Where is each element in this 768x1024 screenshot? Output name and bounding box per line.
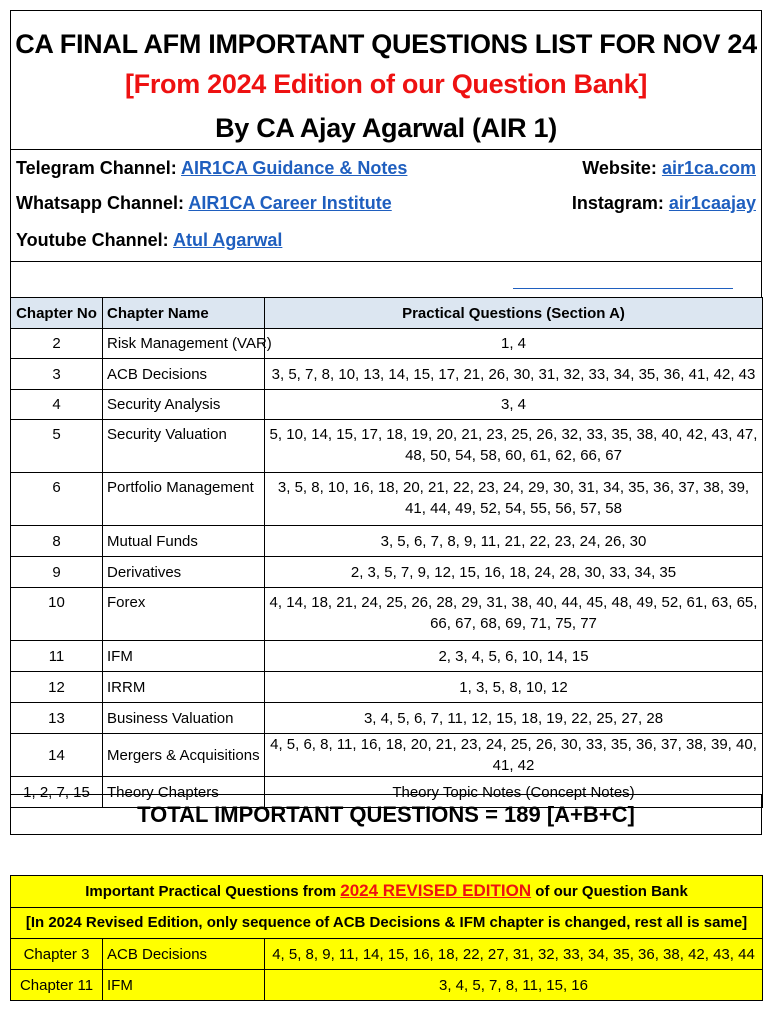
revised-note-row xyxy=(11,908,763,939)
chapter-name-cell: Business Valuation xyxy=(103,703,265,734)
instagram-label: Instagram: xyxy=(571,193,664,213)
chapter-name-cell: IFM xyxy=(103,641,265,672)
questions-cell: 3, 4 xyxy=(265,390,763,420)
chapter-no-cell: 12 xyxy=(11,672,103,703)
blank-underline xyxy=(513,288,733,289)
revised-chapter-name-cell: ACB Decisions xyxy=(103,939,265,970)
table-row xyxy=(11,588,763,641)
revised-edition-highlight: 2024 REVISED EDITION xyxy=(340,881,532,900)
total-box xyxy=(10,794,762,835)
revised-chapter-no-cell: Chapter 11 xyxy=(11,970,103,1001)
table-row xyxy=(11,359,763,390)
revised-questions-cell: 3, 4, 5, 7, 8, 11, 15, 16 xyxy=(265,970,763,1001)
questions-cell: 3, 5, 7, 8, 10, 13, 14, 15, 17, 21, 26, 30, 31, 32, 33, 34, 35, 36, 41, 42, 43 xyxy=(265,359,763,390)
chapter-no-cell: 4 xyxy=(11,390,103,420)
website-link[interactable]: air1ca.com xyxy=(661,158,756,178)
chapter-name-cell: Security Valuation xyxy=(103,420,265,473)
table-row xyxy=(11,526,763,557)
chapter-name-cell: ACB Decisions xyxy=(103,359,265,390)
chapter-no-cell: 11 xyxy=(11,641,103,672)
questions-cell: 3, 5, 6, 7, 8, 9, 11, 21, 22, 23, 24, 26, 30 xyxy=(265,526,763,557)
chapter-no-cell: 8 xyxy=(11,526,103,557)
revised-table xyxy=(10,875,763,1001)
revised-chapter-name-cell: IFM xyxy=(103,970,265,1001)
table-row xyxy=(11,734,763,777)
questions-cell: 2, 3, 4, 5, 6, 10, 14, 15 xyxy=(265,641,763,672)
youtube-link[interactable]: Atul Agarwal xyxy=(173,230,283,250)
total-questions: TOTAL IMPORTANT QUESTIONS = 189 [A+B+C] xyxy=(137,802,635,827)
chapter-no-cell: 2 xyxy=(11,329,103,359)
table-row xyxy=(11,473,763,526)
chapter-name-cell: Derivatives xyxy=(103,557,265,588)
revised-note: [In 2024 Revised Edition, only sequence of ACB Decisions & IFM chapter is changed, rest all is same] xyxy=(11,908,763,939)
revised-heading xyxy=(11,876,763,908)
questions-cell: 4, 5, 6, 8, 11, 16, 18, 20, 21, 23, 24, 25, 26, 30, 33, 35, 36, 37, 38, 39, 40, 41, 42 xyxy=(265,734,763,777)
chapter-no-cell: 6 xyxy=(11,473,103,526)
blank-row xyxy=(10,261,762,298)
revised-chapter-no-cell: Chapter 3 xyxy=(11,939,103,970)
col-header-chapter-name: Chapter Name xyxy=(103,298,265,329)
page-title: CA FINAL AFM IMPORTANT QUESTIONS LIST FOR NOV 24 xyxy=(15,29,757,59)
table-row xyxy=(11,390,763,420)
revised-row xyxy=(11,970,763,1001)
questions-table xyxy=(10,297,763,808)
chapter-no-cell: 10 xyxy=(11,588,103,641)
channels-box xyxy=(10,149,762,262)
table-row xyxy=(11,672,763,703)
chapter-no-cell: 14 xyxy=(11,734,103,777)
chapter-name-cell: Theory Chapters xyxy=(103,777,265,808)
chapter-no-cell: 13 xyxy=(11,703,103,734)
channel-row-youtube xyxy=(16,230,756,254)
whatsapp-link[interactable]: AIR1CA Career Institute xyxy=(188,193,392,213)
questions-cell: 5, 10, 14, 15, 17, 18, 19, 20, 21, 23, 25, 26, 32, 33, 35, 38, 40, 42, 43, 47, 48, 50, 54, 58, 60, 61, 62, 66, 67 xyxy=(265,420,763,473)
chapter-no-cell: 5 xyxy=(11,420,103,473)
table-header-row xyxy=(11,298,763,329)
revised-heading-row xyxy=(11,876,763,908)
chapter-no-cell: 3 xyxy=(11,359,103,390)
table-row xyxy=(11,420,763,473)
chapter-name-cell: Mutual Funds xyxy=(103,526,265,557)
author-line: By CA Ajay Agarwal (AIR 1) xyxy=(215,113,557,143)
chapter-name-cell: Forex xyxy=(103,588,265,641)
channel-row-telegram xyxy=(16,158,756,182)
questions-cell: 1, 4 xyxy=(265,329,763,359)
col-header-chapter-no: Chapter No xyxy=(11,298,103,329)
questions-cell: 3, 4, 5, 6, 7, 11, 12, 15, 18, 19, 22, 25, 27, 28 xyxy=(265,703,763,734)
chapter-name-cell: Security Analysis xyxy=(103,390,265,420)
instagram-link[interactable]: air1caajay xyxy=(668,193,756,213)
questions-cell: 1, 3, 5, 8, 10, 12 xyxy=(265,672,763,703)
chapter-name-cell: Risk Management (VAR) xyxy=(103,329,265,359)
questions-cell: 4, 14, 18, 21, 24, 25, 26, 28, 29, 31, 38, 40, 44, 45, 48, 49, 52, 61, 63, 65, 66, 67, 68, 69, 71, 75, 77 xyxy=(265,588,763,641)
channel-row-whatsapp xyxy=(16,193,756,217)
chapter-name-cell: IRRM xyxy=(103,672,265,703)
revised-questions-cell: 4, 5, 8, 9, 11, 14, 15, 16, 18, 22, 27, 31, 32, 33, 34, 35, 36, 38, 42, 43, 44 xyxy=(265,939,763,970)
questions-cell: Theory Topic Notes (Concept Notes) xyxy=(265,777,763,808)
chapter-no-cell: 9 xyxy=(11,557,103,588)
revised-heading-prefix: Important Practical Questions from xyxy=(85,883,341,900)
website-label: Website: xyxy=(582,158,657,178)
telegram-label: Telegram Channel: xyxy=(16,158,177,178)
table-row xyxy=(11,557,763,588)
questions-cell: 2, 3, 5, 7, 9, 12, 15, 16, 18, 24, 28, 30, 33, 34, 35 xyxy=(265,557,763,588)
chapter-name-cell: Portfolio Management xyxy=(103,473,265,526)
table-row xyxy=(11,641,763,672)
questions-cell: 3, 5, 8, 10, 16, 18, 20, 21, 22, 23, 24, 29, 30, 31, 34, 35, 36, 37, 38, 39, 41, 44, 49, 52, 54, 55, 56, 57, 58 xyxy=(265,473,763,526)
table-row xyxy=(11,703,763,734)
header-box xyxy=(10,10,762,150)
chapter-no-cell: 1, 2, 7, 15 xyxy=(11,777,103,808)
youtube-label: Youtube Channel: xyxy=(16,230,169,250)
col-header-questions: Practical Questions (Section A) xyxy=(265,298,763,329)
chapter-name-cell: Mergers & Acquisitions xyxy=(103,734,265,777)
telegram-link[interactable]: AIR1CA Guidance & Notes xyxy=(181,158,408,178)
whatsapp-label: Whatsapp Channel: xyxy=(16,193,185,213)
table-row xyxy=(11,329,763,359)
page-subtitle: [From 2024 Edition of our Question Bank] xyxy=(124,69,648,99)
revised-row xyxy=(11,939,763,970)
revised-heading-suffix: of our Question Bank xyxy=(531,883,688,900)
